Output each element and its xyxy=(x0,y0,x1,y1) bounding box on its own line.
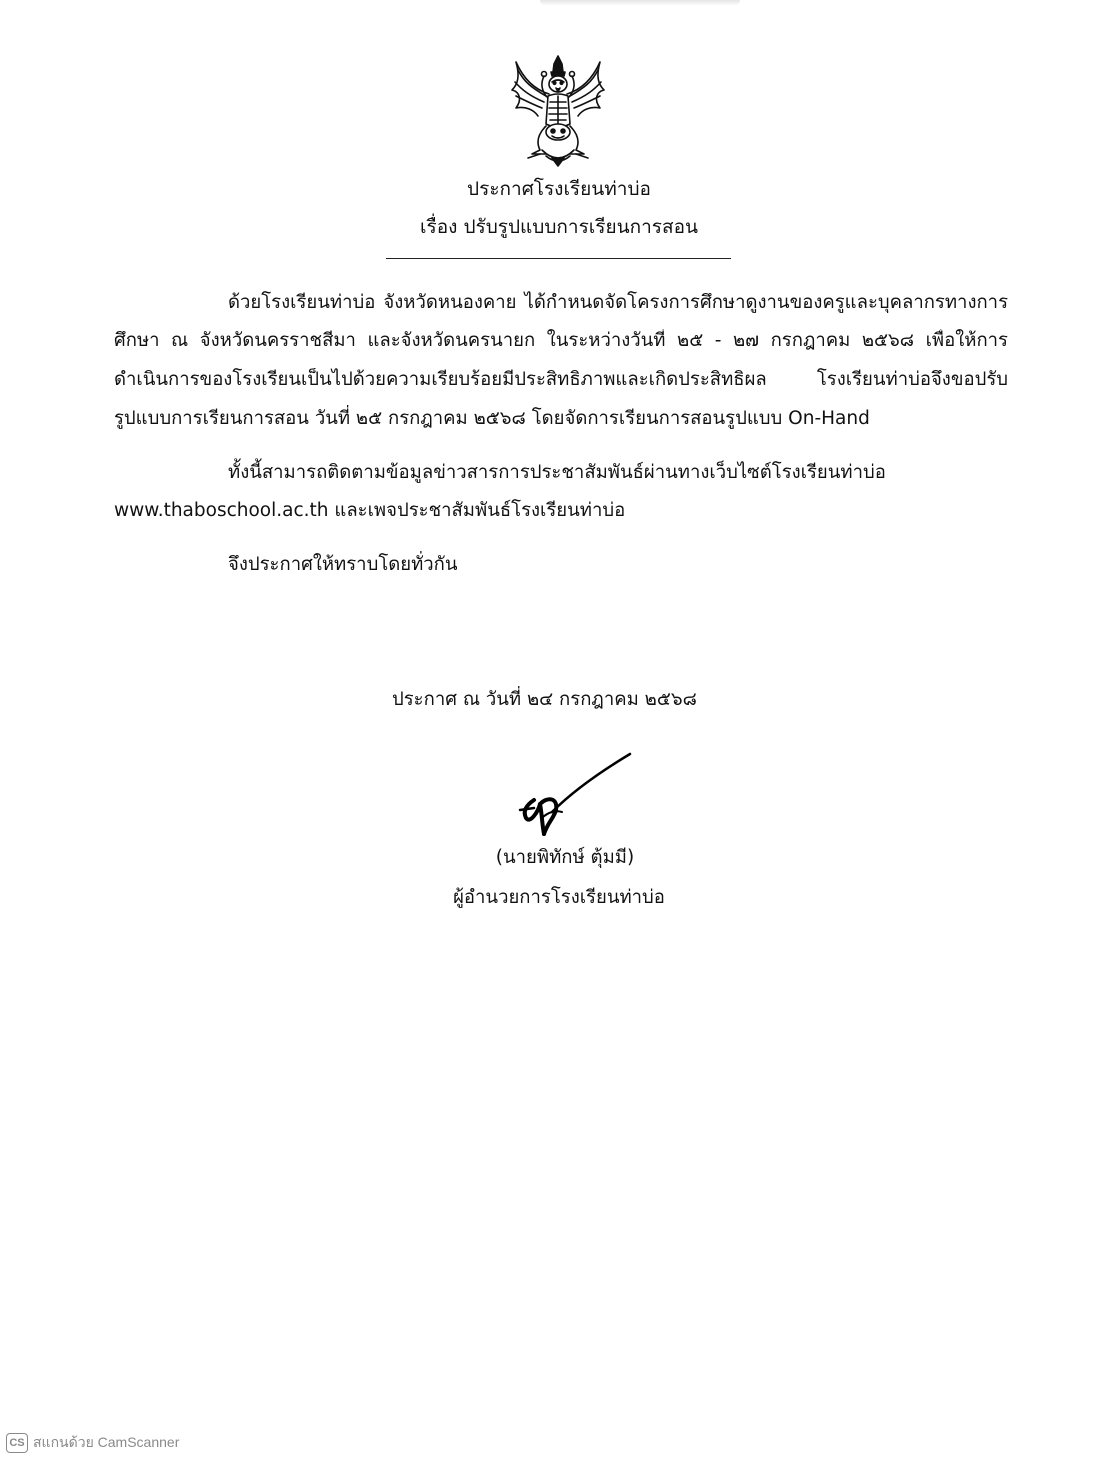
scan-smudge xyxy=(540,0,740,6)
announcement-date: ประกาศ ณ วันที่ ๒๔ กรกฎาคม ๒๕๖๘ xyxy=(392,689,697,710)
paragraph-3: จึงประกาศให้ทราบโดยทั่วกัน xyxy=(228,554,458,575)
garuda-emblem xyxy=(506,54,610,168)
signer-name: (นายพิทักษ์ ตุ้มมี) xyxy=(495,847,635,868)
paragraph-2-line-2: www.thaboschool.ac.th และเพจประชาสัมพันธ์โรงเรียนท่าบ่อ xyxy=(114,500,626,521)
camscanner-text: สแกนด้วย CamScanner xyxy=(33,1434,180,1450)
camscanner-logo-icon: CS xyxy=(6,1433,28,1453)
paragraph-1-line-4: รูปแบบการเรียนการสอน วันที่ ๒๕ กรกฎาคม ๒๕๖๘ โดยจัดการเรียนการสอนรูปแบบ On-Hand xyxy=(114,408,870,429)
paragraph-1-line-2: ศึกษา ณ จังหวัดนครราชสีมา และจังหวัดนครนายก ในระหว่างวันที่ ๒๕ - ๒๗ กรกฎาคม ๒๕๖๘ เพื่อให้การ xyxy=(114,330,1008,351)
title-divider xyxy=(386,258,731,259)
signature xyxy=(512,752,634,842)
announcement-title: ประกาศโรงเรียนท่าบ่อ xyxy=(467,178,651,200)
paragraph-1-line-3: ดำเนินการของโรงเรียนเป็นไปด้วยความเรียบร้อยมีประสิทธิภาพและเกิดประสิทธิผล โรงเรียนท่าบ่อจึงขอปรับ xyxy=(114,369,1008,390)
camscanner-footer xyxy=(6,1432,179,1454)
announcement-subject: เรื่อง ปรับรูปแบบการเรียนการสอน xyxy=(420,216,698,238)
paragraph-1-line-1: ด้วยโรงเรียนท่าบ่อ จังหวัดหนองคาย ได้กำหนดจัดโครงการศึกษาดูงานของครูและบุคลากรทางการ xyxy=(228,292,1008,313)
signer-position: ผู้อำนวยการโรงเรียนท่าบ่อ xyxy=(453,887,665,908)
paragraph-2-line-1: ทั้งนี้สามารถติดตามข้อมูลข่าวสารการประชาสัมพันธ์ผ่านทางเว็บไซต์โรงเรียนท่าบ่อ xyxy=(228,462,886,483)
